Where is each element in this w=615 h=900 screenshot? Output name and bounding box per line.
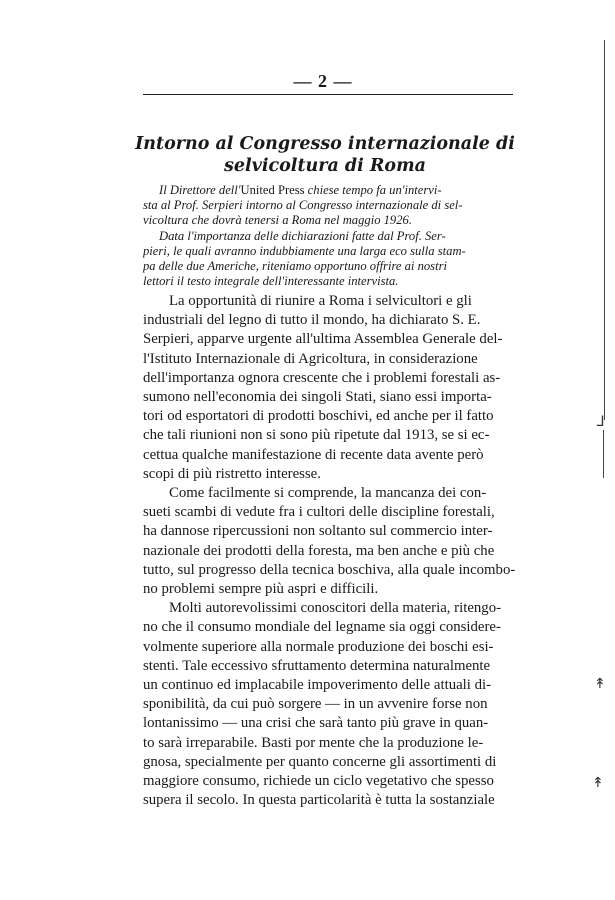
margin-hook-icon: ᒧ xyxy=(596,414,605,430)
intro-line: pieri, le quali avranno indubbiamente una larga eco sulla stam- xyxy=(143,243,466,258)
body-line: La opportunità di riunire a Roma i selvicultori e gli xyxy=(169,293,472,309)
intro-line: lettori il testo integrale dell'interessante intervista. xyxy=(143,274,399,289)
body-line: scopi di più ristretto interesse. xyxy=(143,465,321,482)
body-line: tutto, sul progresso della tecnica boschiva, alla quale incombo- xyxy=(143,561,516,578)
article-title-line: Intorno al Congresso internazionale di xyxy=(135,134,515,154)
body-line: maggiore consumo, richiede un ciclo vegetativo che spesso xyxy=(143,773,494,790)
intro-line: sta al Prof. Serpieri intorno al Congresso internazionale di sel- xyxy=(143,198,463,213)
body-line: ha dannose ripercussioni non soltanto sul commercio inter- xyxy=(143,523,493,540)
editorial-intro xyxy=(143,183,513,289)
body-line: tori od esportatori di prodotti boschivi, ed anche per il fatto xyxy=(143,408,494,425)
body-line: stenti. Tale eccessivo sfruttamento determina naturalmente xyxy=(143,657,491,674)
body-line: l'Istituto Internazionale di Agricoltura, in considerazione xyxy=(143,350,478,367)
body-line: no che il consumo mondiale del legname sia oggi considere- xyxy=(143,619,501,636)
page-edge-line xyxy=(604,40,605,420)
body-line: gnosa, specialmente per quanto concerne gli assortimenti di xyxy=(143,753,497,770)
intro-line: Data l'importanza delle dichiarazioni fatte dal Prof. Ser- xyxy=(159,228,446,243)
article-title-line: selvicoltura di Roma xyxy=(224,156,426,176)
body-line: industriali del legno di tutto il mondo, ha dichiarato S. E. xyxy=(143,312,481,329)
intro-line: Il Direttore dell'United Press chiese tempo fa un'intervi- xyxy=(159,183,442,197)
intro-line: pa delle due Americhe, riteniamo opportuno offrire ai nostri xyxy=(143,259,447,274)
body-line: nazionale dei prodotti della foresta, ma ben anche e più che xyxy=(143,542,495,559)
body-line: Serpieri, apparve urgente all'ultima Assemblea Generale del- xyxy=(143,331,503,348)
page-number: — 2 — xyxy=(293,71,353,91)
body-line: to sarà irreparabile. Basti por mente che la produzione le- xyxy=(143,734,484,751)
intro-line: vicoltura che dovrà tenersi a Roma nel maggio 1926. xyxy=(143,213,412,228)
body-line: dell'importanza ognora crescente che i problemi forestali as- xyxy=(143,369,501,386)
body-line: sumono nell'economia dei singoli Stati, siano essi importa- xyxy=(143,389,492,406)
body-line: cettua qualche manifestazione di recente data avente però xyxy=(143,446,484,463)
body-line: sponibilità, da cui può sorgere — in un avvenire forse non xyxy=(143,696,488,713)
margin-arrow-icon: ↟ xyxy=(594,676,606,692)
page-edge-line-lower xyxy=(603,430,604,478)
body-line: Come facilmente si comprende, la mancanza dei con- xyxy=(169,485,487,502)
body-line: lontanissimo — una crisi che sarà tanto più grave in quan- xyxy=(143,715,489,732)
body-line: volmente superiore alla normale produzione dei boschi esi- xyxy=(143,638,494,655)
header-rule xyxy=(143,94,513,95)
body-line: Molti autorevolissimi conoscitori della materia, ritengo- xyxy=(169,600,502,617)
article-body xyxy=(143,292,518,810)
article-title xyxy=(120,133,530,177)
body-line: supera il secolo. In questa particolarità è tutta la sostanziale xyxy=(143,792,495,809)
body-line: che tali riunioni non si sono più ripetute dal 1913, se si ec- xyxy=(143,427,490,444)
body-line: sueti scambi di vedute fra i cultori delle discipline forestali, xyxy=(143,504,495,521)
margin-arrow-icon-lower: ↟ xyxy=(592,775,604,791)
body-line: un continuo ed implacabile impoverimento delle attuali di- xyxy=(143,677,492,694)
body-line: no problemi sempre più aspri e difficili. xyxy=(143,581,379,598)
